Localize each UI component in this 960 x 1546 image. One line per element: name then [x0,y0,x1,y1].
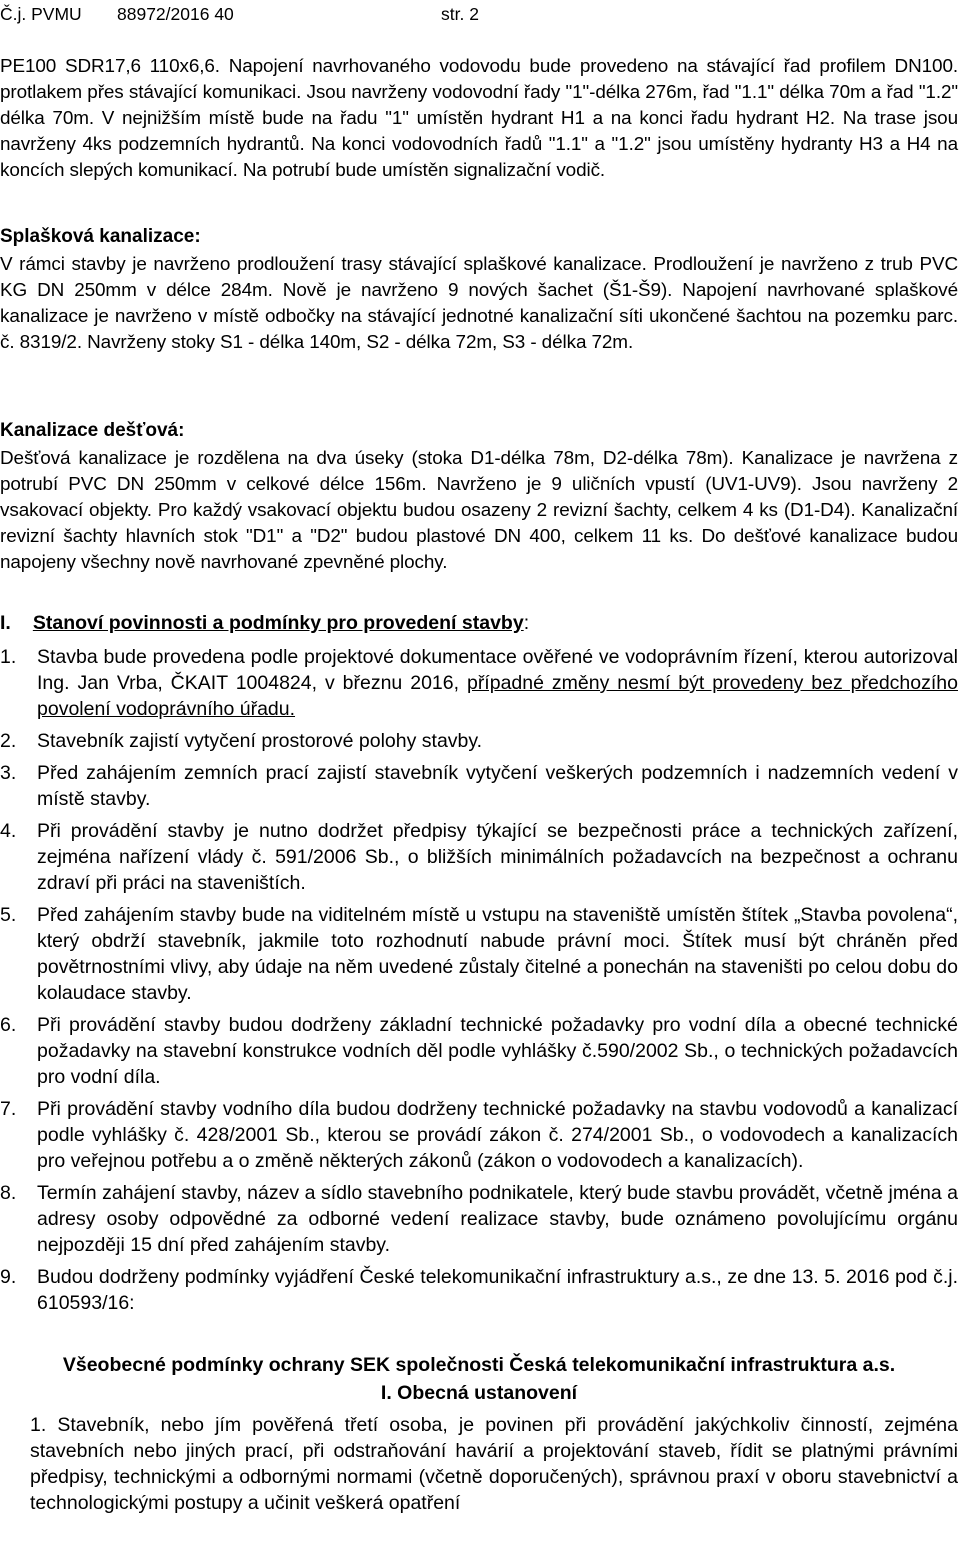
sewer-paragraph: V rámci stavby je navrženo prodloužení trasy stávající splaškové kanalizace. Prodloužení je navrženo z trub PVC KG DN 250mm v délce 284m. Nově je navrženo 9 nových šachet (Š1-Š9). Napojení navrhované splaškové kanalizace je navrženo v místě odbočky na stávající jednotné kanalizační síti ukončené šachtou na pozemku parc. č. 8319/2. Navrženy stoky S1 - délka 140m, S2 - délka 72m, S3 - délka 72m. [0,254,958,353]
condition-item: 9. Budou dodrženy podmínky vyjádření České telekomunikační infrastruktury a.s., ze dne 13. 5. 2016 pod č.j. 610593/16: [0,1266,958,1314]
rainwater-paragraph: Dešťová kanalizace je rozdělena na dva úseky (stoka D1-délka 78m, D2-délka 78m). Kanalizace je navržena z potrubí PVC DN 250mm v celkové délce 156m. Navrženo je 9 uličních vpustí (UV1-UV9). Jsou navrženy 2 vsakovací objekty. Pro každý vsakovací objektu budou osazeny 2 revizní šachty, celkem 4 ks (D1-D4). Kanalizační revizní šachty hlavních stok "D1" a "D2" budou plastové DN 400, celkem 11 ks. Do dešťové kanalizace budou napojeny všechny nově navrhované zpevněné plochy. [0,448,958,573]
header-number: 88972/2016 40 [117,4,234,24]
header-page-number: str. 2 [441,4,479,24]
rainwater-heading: Kanalizace dešťová: [0,420,185,441]
sek-paragraph: 1. Stavebník, nebo jím pověřená třetí osoba, je povinen při provádění jakýchkoliv činností, zejména stavebních nebo jiných prací, při odstraňování havárií a projektování staveb, řídit se platnými právními předpisy, technickými a odbornými normami (včetně doporučených), správnou praxí v oboru stavebnictví a technologickými postupy a učinit veškerá opatření [30,1414,958,1514]
water-supply-paragraph: PE100 SDR17,6 110x6,6. Napojení navrhovaného vodovodu bude provedeno na stávající řad profilem DN100. protlakem přes stávající komunikaci. Jsou navrženy vodovodní řady "1"-délka 276m, řad "1.1" délka 70m a řad "1.2" délka 70m. V nejnižším místě bude na řadu "1" umístěn hydrant H1 a na konci řadu hydrant H2. Na trase jsou navrženy 4ks podzemních hydrantů. Na konci vodovodních řadů "1.1" a "1.2" jsou umístěny hydranty H3 a H4 na koncích slepých komunikací. Na potrubí bude umístěn signalizační vodič. [0,56,958,181]
conditions-title: Stanoví povinnosti a podmínky pro provedení stavby [32,612,524,634]
condition-item: 6. Při provádění stavby budou dodrženy základní technické požadavky pro vodní díla a obecné technické požadavky na stavební konstrukce vodních děl podle vyhlášky č.590/2002 Sb., o technických požadavcích pro vodní díla. [0,1014,958,1088]
condition-item: 8. Termín zahájení stavby, název a sídlo stavebního podnikatele, který bude stavbu provádět, včetně jména a adresy osoby odpovědné za odborné vedení realizace stavby, bude oznámeno povolujícímu orgánu nejpozději 15 dní před zahájením stavby. [0,1182,958,1256]
conditions-heading: I. Stanoví povinnosti a podmínky pro provedení stavby: [0,612,530,634]
condition-item: 3. Před zahájením zemních prací zajistí stavebník vytyčení veškerých podzemních i nadzemních vedení v místě stavby. [0,762,958,810]
sek-subtitle: I. Obecná ustanovení [380,1382,578,1404]
conditions-section [0,610,958,1316]
condition-item: 1. Stavba bude provedena podle projektové dokumentace ověřené ve vodoprávním řízení, kterou autorizoval Ing. Jan Vrba, ČKAIT 1004824, v březnu 2016, případné změny nesmí být provedeny bez předchozího povolení vodoprávního úřadu. [0,646,958,720]
condition-item: 2. Stavebník zajistí vytyčení prostorové polohy stavby. [0,730,483,752]
conditions-list [0,644,958,1316]
sek-section [0,1352,958,1516]
condition-item: 5. Před zahájením stavby bude na viditelném místě u vstupu na staveniště umístěn štítek „Stavba povolena“, který obdrží stavebník, jakmile toto rozhodnutí nabude právní moci. Štítek musí být chráněn před povětrnostními vlivy, aby údaje na něm uvedené zůstaly čitelné a ponechán na staveništi po celou dobu do kolaudace stavby. [0,904,958,1004]
rainwater-section [0,418,958,576]
sek-title: Všeobecné podmínky ochrany SEK společnosti Česká telekomunikační infrastruktura a.s. [62,1354,896,1376]
water-supply-section [0,54,958,184]
condition-underlined-text: případné změny nesmí být provedeny bez předchozího povolení vodoprávního úřadu. [37,672,958,720]
header-reference: Č.j. PVMU [0,4,82,24]
condition-item: 4. Při provádění stavby je nutno dodržet předpisy týkající se bezpečnosti práce a technických zařízení, zejména nařízení vlády č. 591/2006 Sb., o bližších minimálních požadavcích na bezpečnost a ochranu zdraví při práci na staveništích. [0,820,958,894]
sewer-heading: Splašková kanalizace: [0,226,201,247]
conditions-roman-numeral: I. [0,612,11,634]
page-header [0,0,960,28]
sewer-section [0,224,958,356]
condition-item: 7. Při provádění stavby vodního díla budou dodrženy technické požadavky na stavbu vodovodů a kanalizací podle vyhlášky č. 428/2001 Sb., kterou se provádí zákon č. 274/2001 Sb., o vodovodech a kanalizacích pro veřejnou potřebu a o změně některých zákonů (zákon o vodovodech a kanalizacích). [0,1098,958,1172]
